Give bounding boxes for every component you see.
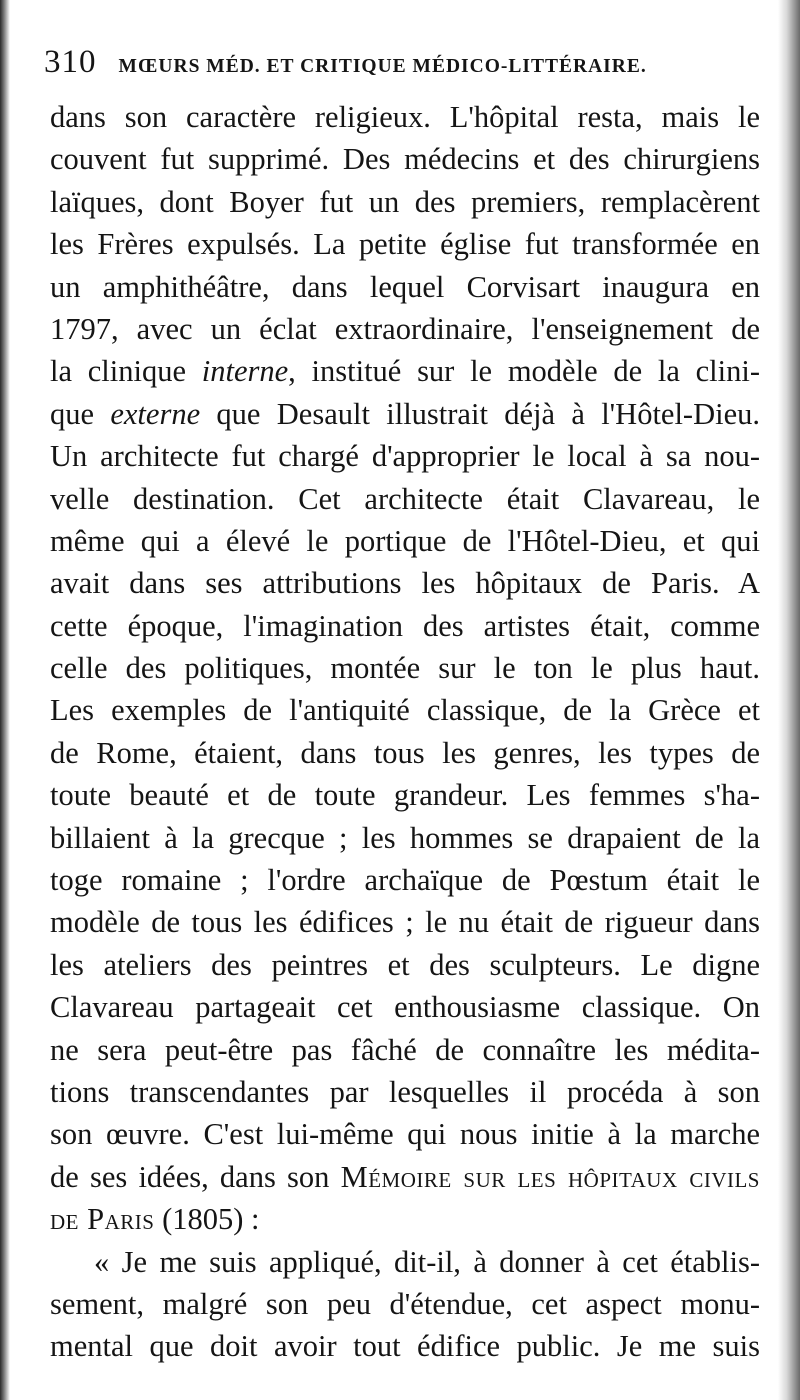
- text-run: que: [50, 396, 111, 431]
- page-edge-shadow-left: [0, 0, 10, 1400]
- text-line: celle des politiques, montée sur le ton le plus haut.: [50, 651, 760, 686]
- text-line: velle destination. Cet architecte était Clavareau, le: [50, 481, 760, 516]
- page-number: 310: [44, 44, 97, 80]
- text-line: Clavareau partageait cet enthousiasme classique. On: [50, 990, 760, 1025]
- small-caps-title: Mémoire sur les hôpitaux civils: [340, 1159, 760, 1194]
- page-header: [44, 44, 744, 84]
- text-line: mental que doit avoir tout édifice public. Je me suis: [50, 1329, 760, 1364]
- text-line: 1797, avec un éclat extraordinaire, l'enseignement de: [50, 311, 760, 346]
- text-line: les Frères expulsés. La petite église fut transformée en: [50, 227, 760, 262]
- text-run: (1805) :: [154, 1202, 260, 1237]
- text-line: Un architecte fut chargé d'approprier le local à sa nou-: [50, 439, 760, 474]
- italic-term: interne: [201, 354, 289, 389]
- text-line: un amphithéâtre, dans lequel Corvisart inaugura en: [50, 269, 760, 304]
- text-line: même qui a élevé le portique de l'Hôtel-Dieu, et qui: [50, 523, 760, 558]
- running-title: MŒURS MÉD. ET CRITIQUE MÉDICO-LITTÉRAIRE.: [118, 56, 647, 77]
- text-run: que Desault illustrait déjà à l'Hôtel-Dieu.: [200, 396, 760, 431]
- text-line: « Je me suis appliqué, dit-il, à donner à cet établis-: [94, 1244, 760, 1279]
- text-line: ne sera peut-être pas fâché de connaître les médita-: [50, 1032, 760, 1067]
- text-line: dans son caractère religieux. L'hôpital resta, mais le: [50, 100, 760, 134]
- text-run: la clinique: [50, 354, 202, 389]
- small-caps-title: de Paris: [50, 1202, 155, 1237]
- text-line: les ateliers des peintres et des sculpteurs. Le digne: [50, 947, 760, 982]
- text-line: son œuvre. C'est lui-même qui nous initie à la marche: [50, 1117, 760, 1152]
- text-line: toute beauté et de toute grandeur. Les femmes s'ha-: [50, 778, 760, 813]
- text-run: , institué sur le modèle de la clini-: [288, 354, 760, 389]
- body-text: [50, 96, 760, 1368]
- text-line: sement, malgré son peu d'étendue, cet aspect monu-: [50, 1286, 760, 1321]
- text-line: modèle de tous les édifices ; le nu était de rigueur dans: [50, 905, 760, 940]
- text-line: cette époque, l'imagination des artistes était, comme: [50, 608, 760, 643]
- text-line: de Rome, étaient, dans tous les genres, les types de: [50, 735, 760, 770]
- text-line: tions transcendantes par lesquelles il procéda à son: [50, 1074, 760, 1109]
- text-line: [50, 1198, 760, 1240]
- text-line: couvent fut supprimé. Des médecins et des chirurgiens: [50, 142, 760, 177]
- text-line: [50, 350, 760, 392]
- text-line: laïques, dont Boyer fut un des premiers, remplacèrent: [50, 184, 760, 219]
- text-line: billaient à la grecque ; les hommes se drapaient de la: [50, 820, 760, 855]
- text-line: toge romaine ; l'ordre archaïque de Pœstum était le: [50, 863, 760, 898]
- text-line: avait dans ses attributions les hôpitaux de Paris. A: [50, 566, 760, 601]
- text-line: [50, 1156, 760, 1198]
- italic-term: externe: [110, 396, 201, 431]
- text-line: [50, 393, 760, 435]
- text-run: de ses idées, dans son: [50, 1159, 341, 1194]
- text-line: Les exemples de l'antiquité classique, de la Grèce et: [50, 693, 760, 728]
- page-edge-shadow-right: [778, 0, 800, 1400]
